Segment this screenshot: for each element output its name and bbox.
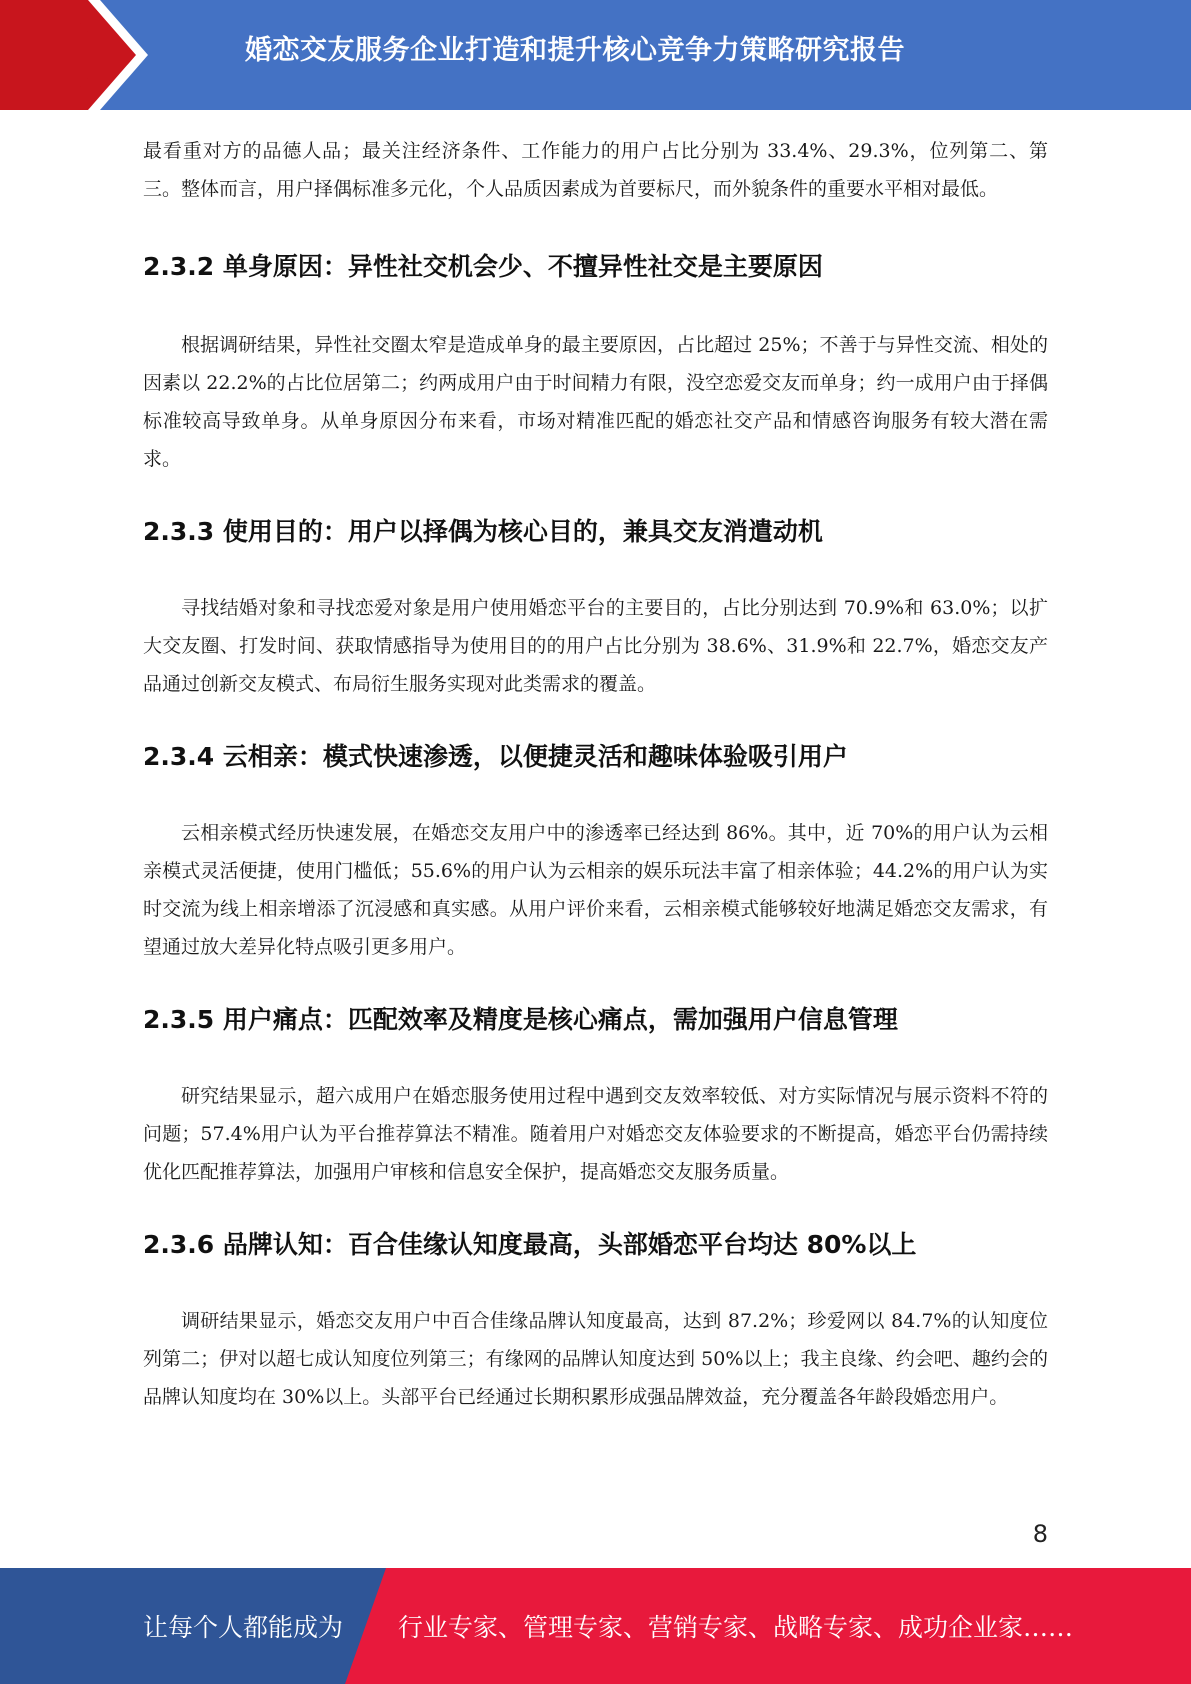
section-paragraph-2-3-4: 云相亲模式经历快速发展，在婚恋交友用户中的渗透率已经达到 86%。其中，近 70%的用户认为云相亲模式灵活便捷，使用门槛低；55.6%的用户认为云相亲的娱乐玩法丰富了相亲体验；44.2%的用户认为实时交流为线上相亲增添了沉浸感和真实感。从用户评价来看，云相亲模式能够较好地满足婚恋交友需求，有望通过放大差异化特点吸引更多用户。 bbox=[143, 822, 1048, 958]
header-title: 婚恋交友服务企业打造和提升核心竞争力策略研究报告 bbox=[245, 35, 905, 66]
section-heading-2-3-3: 2.3.3 使用目的：用户以择偶为核心目的，兼具交友消遣动机 bbox=[143, 517, 823, 546]
section-heading-2-3-2: 2.3.2 单身原因：异性社交机会少、不擅异性社交是主要原因 bbox=[143, 252, 823, 281]
page-footer bbox=[0, 1568, 1191, 1684]
intro-paragraph: 最看重对方的品德人品；最关注经济条件、工作能力的用户占比分别为 33.4%、29.3%，位列第二、第三。整体而言，用户择偶标准多元化，个人品质因素成为首要标尺，而外貌条件的重要水平相对最低。 bbox=[143, 140, 1048, 200]
section-paragraph-2-3-2: 根据调研结果，异性社交圈太窄是造成单身的最主要原因，占比超过 25%；不善于与异性交流、相处的因素以 22.2%的占比位居第二；约两成用户由于时间精力有限，没空恋爱交友而单身；约一成用户由于择偶标准较高导致单身。从单身原因分布来看，市场对精准匹配的婚恋社交产品和情感咨询服务有较大潜在需求。 bbox=[143, 334, 1048, 470]
footer-slogan-right: 行业专家、管理专家、营销专家、战略专家、成功企业家…… bbox=[398, 1613, 1074, 1642]
main-content bbox=[143, 132, 1048, 1416]
section-paragraph-2-3-6: 调研结果显示，婚恋交友用户中百合佳缘品牌认知度最高，达到 87.2%；珍爱网以 84.7%的认知度位列第二；伊对以超七成认知度位列第三；有缘网的品牌认知度达到 50%以上；我主良缘、约会吧、趣约会的品牌认知度均在 30%以上。头部平台已经通过长期积累形成强品牌效益，充分覆盖各年龄段婚恋用户。 bbox=[143, 1310, 1048, 1408]
section-paragraph-2-3-5: 研究结果显示，超六成用户在婚恋服务使用过程中遇到交友效率较低、对方实际情况与展示资料不符的问题；57.4%用户认为平台推荐算法不精准。随着用户对婚恋交友体验要求的不断提高，婚恋平台仍需持续优化匹配推荐算法，加强用户审核和信息安全保护，提高婚恋交友服务质量。 bbox=[143, 1085, 1048, 1183]
footer-slogan-left: 让每个人都能成为 bbox=[143, 1613, 344, 1642]
page-number: 8 bbox=[1032, 1520, 1048, 1548]
section-paragraph-2-3-3: 寻找结婚对象和寻找恋爱对象是用户使用婚恋平台的主要目的，占比分别达到 70.9%和 63.0%；以扩大交友圈、打发时间、获取情感指导为使用目的的用户占比分别为 38.6%、31.9%和 22.7%，婚恋交友产品通过创新交友模式、布局衍生服务实现对此类需求的覆盖。 bbox=[143, 597, 1048, 695]
page-header bbox=[0, 0, 1191, 110]
section-heading-2-3-4: 2.3.4 云相亲：模式快速渗透，以便捷灵活和趣味体验吸引用户 bbox=[143, 742, 848, 771]
section-heading-2-3-6: 2.3.6 品牌认知：百合佳缘认知度最高，头部婚恋平台均达 80%以上 bbox=[143, 1230, 917, 1259]
section-heading-2-3-5: 2.3.5 用户痛点：匹配效率及精度是核心痛点，需加强用户信息管理 bbox=[143, 1005, 898, 1034]
